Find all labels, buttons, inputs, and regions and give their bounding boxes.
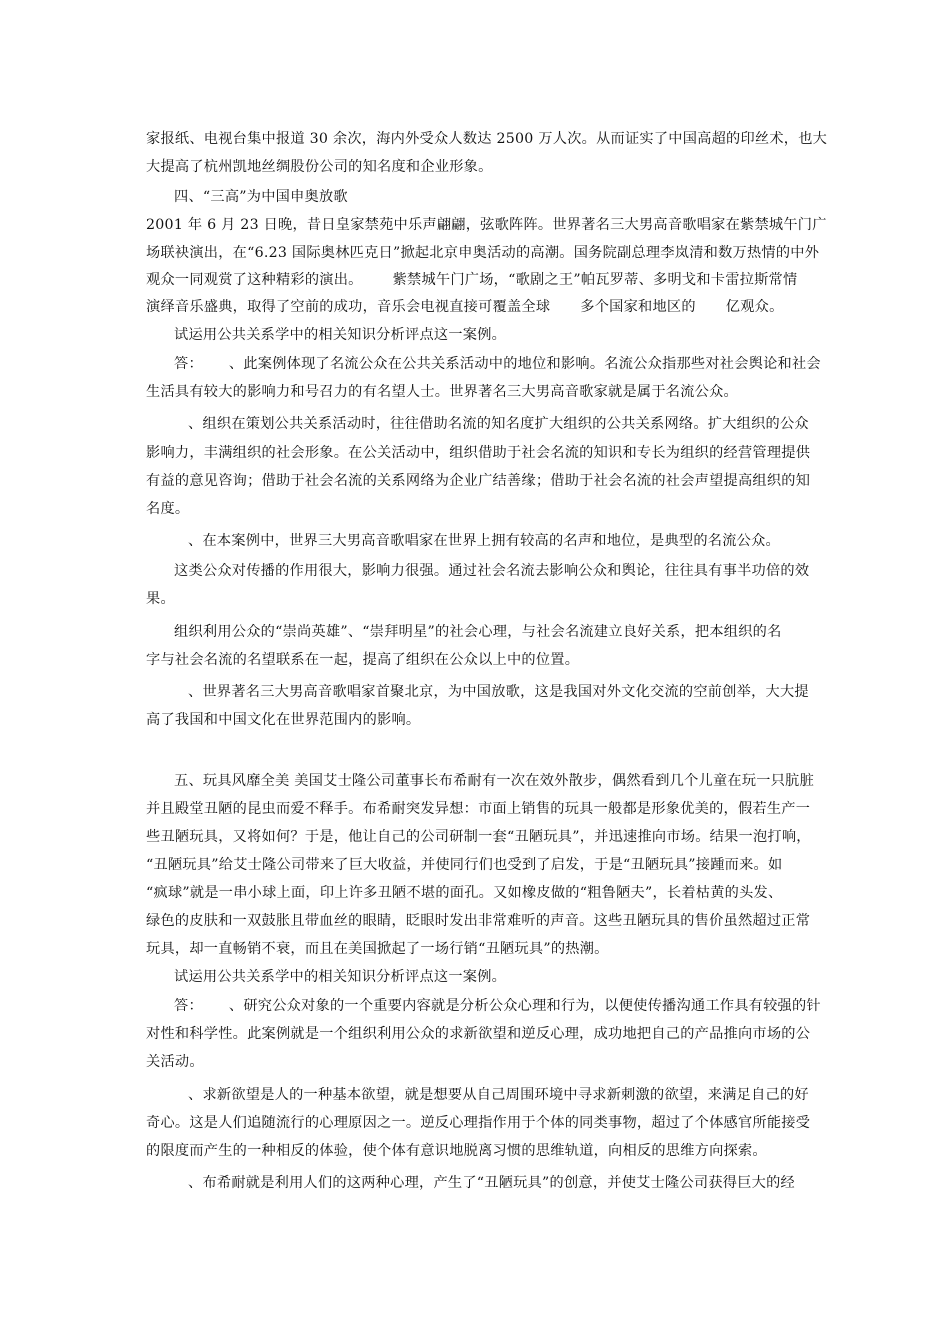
answer-seg: 、此案例体现了名流公众在公共关系活动中的地位和影响。名流公众指那些对社会舆论和社会	[228, 356, 821, 372]
case4-answer-line: 字与社会名流的名望联系在一起，提高了组织在公众以上中的位置。	[146, 652, 580, 668]
answer-seg: 、研究公众对象的一个重要内容就是分析公众心理和行为，以便使传播沟通工作具有较强的针	[228, 998, 821, 1014]
case4-answer-line: 、组织在策划公共关系活动时，往往借助名流的知名度扩大组织的公共关系网络。扩大组织的公众	[188, 416, 809, 432]
case4-answer-line: 高了我国和中国文化在世界范围内的影响。	[146, 712, 421, 728]
case5-body-line: 玩具，却一直畅销不衰，而且在美国掀起了一场行销“丑陋玩具”的热潮。	[146, 941, 609, 957]
case5-answer-line: 对性和科学性。此案例就是一个组织利用公众的求新欲望和逆反心理，成功地把自己的产品推向市场的公	[146, 1026, 811, 1042]
case4-answer-line: 这类公众对传播的作用很大，影响力很强。通过社会名流去影响公众和舆论，往往具有事半功倍的效	[174, 563, 810, 579]
case5-answer-line: 的限度而产生的一种相反的体验，使个体有意识地脱离习惯的思维轨道，向相反的思维方向探索。	[146, 1143, 767, 1159]
case4-answer-line: 有益的意见咨询；借助于社会名流的关系网络为企业广结善缘；借助于社会名流的社会声望提高组织的知	[146, 473, 811, 489]
case5-body-line: “丑陋玩具”给艾士隆公司带来了巨大收益，并使同行们也受到了启发，于是“丑陋玩具”接踵而来。如	[146, 857, 783, 873]
paragraph-line: 家报纸、电视台集中报道 30 余次，海内外受众人数达 2500 万人次。从而证实了中国高超的印丝术，也大	[146, 131, 828, 147]
case5-question: 试运用公共关系学中的相关知识分析评点这一案例。	[174, 969, 507, 985]
case4-body-seg: 亿观众。	[725, 299, 784, 315]
case5-body-line: “疯球”就是一串小球上面，印上许多丑陋不堪的面孔。又如橡皮做的“粗鲁陋夫”，长着枯黄的头发、	[146, 885, 783, 901]
case5-answer-line: 、求新欲望是人的一种基本欲望，就是想要从自己周围环境中寻求新刺激的欲望，来满足自己的好	[188, 1087, 809, 1103]
case4-body-seg: 多个国家和地区的	[580, 299, 696, 315]
case4-body-seg: 演绎音乐盛典，取得了空前的成功，音乐会电视直接可覆盖全球	[146, 299, 551, 315]
case5-body-line: 些丑陋玩具，又将如何？于是，他让自己的公司研制一套“丑陋玩具”，并迅速推向市场。结果一泡打响，	[146, 829, 811, 845]
case4-body-line	[146, 267, 797, 293]
case4-body-line: 2001 年 6 月 23 日晚，昔日皇家禁苑中乐声翩翩，弦歌阵阵。世界著名三大男高音歌唱家在紫禁城午门广	[146, 217, 827, 233]
case4-heading: 四、“三高”为中国申奥放歌	[174, 189, 348, 205]
case4-answer-line: 名度。	[146, 501, 190, 517]
case4-body-line	[146, 294, 784, 320]
case4-answer-line: 影响力，丰满组织的社会形象。在公关活动中，组织借助于社会名流的知识和专长为组织的经营管理提供	[146, 445, 811, 461]
paragraph-line: 大提高了杭州凯地丝绸股份公司的知名度和企业形象。	[146, 159, 493, 175]
case5-answer-line: 、布希耐就是利用人们的这两种心理，产生了“丑陋玩具”的创意，并使艾士隆公司获得巨大的经	[188, 1175, 795, 1191]
case5-answer-line: 奇心。这是人们追随流行的心理原因之一。逆反心理指作用于个体的同类事物，超过了个体感官所能接受	[146, 1115, 811, 1131]
case5-answer-line: 关活动。	[146, 1054, 204, 1070]
case4-answer-line: 组织利用公众的“崇尚英雄”、“崇拜明星”的社会心理，与社会名流建立良好关系，把本组织的名	[174, 624, 782, 640]
case5-body-line: 并且殿堂丑陋的昆虫而爱不释手。布希耐突发异想：市面上销售的玩具一般都是形象优美的，假若生产一	[146, 801, 811, 817]
case4-body-seg: 观众一同观赏了这种精彩的演出。	[146, 272, 363, 288]
case4-body-seg: 紫禁城午门广场，“歌剧之王”帕瓦罗蒂、多明戈和卡雷拉斯常情	[392, 272, 798, 288]
case4-body-line: 场联袂演出，在“6.23 国际奥林匹克日”掀起北京申奥活动的高潮。国务院副总理李岚清和数万热情的中外	[146, 245, 820, 261]
case5-body-line: 五、玩具风靡全美 美国艾士隆公司董事长布希耐有一次在效外散步，偶然看到几个儿童在玩一只肮脏	[174, 773, 815, 789]
case4-answer-line: 果。	[146, 591, 175, 607]
case4-answer-line: 、在本案例中，世界三大男高音歌唱家在世界上拥有较高的名声和地位，是典型的名流公众。	[188, 533, 780, 549]
answer-label: 答：	[174, 998, 203, 1014]
case5-answer-line	[174, 993, 821, 1019]
case4-answer-line: 生活具有较大的影响力和号召力的有名望人士。世界著名三大男高音歌家就是属于名流公众。	[146, 384, 738, 400]
case4-answer-line	[174, 351, 821, 377]
answer-label: 答：	[174, 356, 203, 372]
case5-body-line: 绿色的皮肤和一双鼓胀且带血丝的眼睛，眨眼时发出非常难听的声音。这些丑陋玩具的售价虽然超过正常	[146, 913, 811, 929]
case4-question: 试运用公共关系学中的相关知识分析评点这一案例。	[174, 327, 507, 343]
case4-answer-line: 、世界著名三大男高音歌唱家首聚北京，为中国放歌，这是我国对外文化交流的空前创举，大大提	[188, 684, 809, 700]
